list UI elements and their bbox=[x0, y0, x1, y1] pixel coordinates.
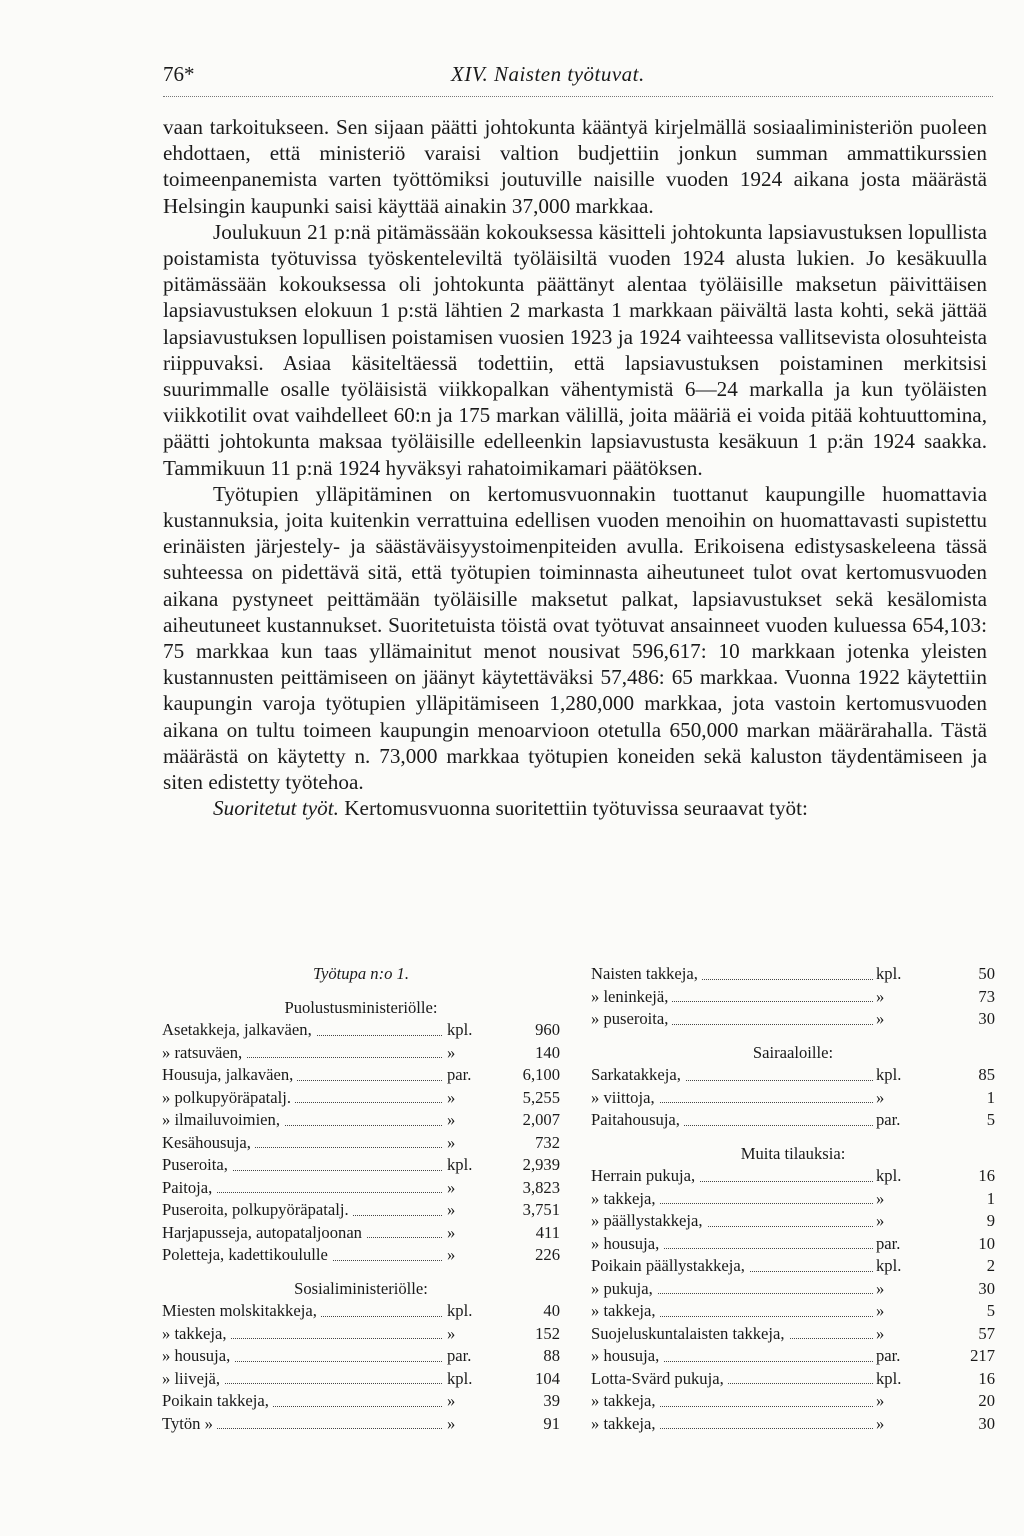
item-label: Tytön » bbox=[162, 1413, 217, 1436]
item-quantity: 57 bbox=[978, 1323, 995, 1343]
item-unit: kpl. bbox=[873, 963, 919, 986]
item-label: » polkupyöräpatalj. bbox=[162, 1087, 295, 1110]
item-unit: » bbox=[873, 1008, 919, 1031]
list-item bbox=[591, 1210, 995, 1233]
list-hospitals bbox=[591, 1064, 995, 1132]
item-label: Sarkatakkeja, bbox=[591, 1064, 685, 1087]
item-unit: » bbox=[873, 1300, 919, 1323]
list-item bbox=[591, 1188, 995, 1211]
list-item bbox=[162, 1154, 560, 1177]
item-quantity: 5 bbox=[986, 1301, 995, 1320]
dot-leader bbox=[202, 1361, 442, 1362]
item-quantity: 30 bbox=[978, 1413, 995, 1433]
paragraph-2: Joulukuun 21 p:nä pitämässään kokouksessa käsitteli johtokunta lapsiavustuksen lopullista poistamista työtuvissa työskenteleviltä työläisiltä vuoden 1924 alusta lukien. Jo kesäkuulla pitämässään kokouksessa oli johtokunta päättänyt alentaa työläisille maksetun päivittäisen lapsiavustuksen elokuun 1 p:stä lähtien 2 markasta 1 markkaan päivältä lasta kohti, sekä jättää lapsiavustuksen lopullisen poistamisen vuosien 1923 ja 1924 vaihteessa vallitsevista olosuhteista riippuvaksi. Asiaa käsiteltäessä todettiin, että lapsiavustuksen poistaminen merkitsisi suurimmalle osalle työläisistä viikkopalkan vähentymistä 6—24 markalla ja kun työläisten viikkotilit ovat vaihdelleet 60:n ja 175 markan välillä, joita määriä ei voida pitää kohtuuttomina, päätti johtokunta maksaa työläisille edelleenkin lapsiavustusta kesäkuun 1 p:än 1924 saakka. Tammikuun 11 p:nä 1924 hyväksyi rahatoimikamari päätöksen. bbox=[163, 219, 987, 480]
item-label: Suojeluskuntalaisten takkeja, bbox=[591, 1323, 789, 1346]
item-quantity: 6,100 bbox=[522, 1065, 560, 1084]
item-label: » housuja, bbox=[591, 1233, 663, 1256]
list-item bbox=[591, 986, 995, 1009]
item-label: » takkeja, bbox=[591, 1390, 660, 1413]
dot-leader bbox=[202, 1428, 442, 1429]
chapter-title: XIV. Naisten työtuvat. bbox=[451, 62, 645, 86]
list-item bbox=[591, 1278, 995, 1301]
dot-leader bbox=[631, 1248, 879, 1249]
dot-leader bbox=[631, 1406, 879, 1407]
item-label: » ratsuväen, bbox=[162, 1042, 246, 1065]
list-item bbox=[162, 1390, 560, 1413]
item-label: Miesten molskitakkeja, bbox=[162, 1300, 321, 1323]
item-unit: » bbox=[873, 1210, 919, 1233]
page-header bbox=[163, 56, 993, 92]
item-label: Paitoja, bbox=[162, 1177, 216, 1200]
paragraph-1: vaan tarkoitukseen. Sen sijaan päätti johtokunta kääntyä kirjelmällä sosiaaliministeriön puoleen ehdottaen, että ministeriö varaisi valtion budjettiin jonkun summan ammattikurssien toimeenpanemista varten työttömiksi joutuville naisille vuoden 1924 aikana josta määrästä Helsingin kaupunki saisi käyttää ainakin 37,000 markkaa. bbox=[163, 115, 987, 218]
dot-leader bbox=[631, 1203, 879, 1204]
list-item bbox=[591, 1345, 995, 1368]
item-quantity: 2 bbox=[986, 1256, 995, 1275]
list-item bbox=[591, 1413, 995, 1436]
item-quantity: 217 bbox=[970, 1346, 995, 1365]
item-quantity: 5,255 bbox=[522, 1087, 560, 1107]
item-label: » takkeja, bbox=[591, 1188, 660, 1211]
dot-leader bbox=[202, 1192, 442, 1193]
item-label: Harjapusseja, autopataljoonan bbox=[162, 1222, 366, 1245]
list-item bbox=[591, 1368, 995, 1391]
item-unit: kpl. bbox=[873, 1255, 919, 1278]
item-label: Puseroita, bbox=[162, 1154, 232, 1177]
item-unit: » bbox=[444, 1042, 490, 1065]
item-unit: » bbox=[444, 1413, 490, 1436]
item-label: Herrain pukuja, bbox=[591, 1165, 699, 1188]
item-label: » takkeja, bbox=[162, 1323, 231, 1346]
item-label: » liivejä, bbox=[162, 1368, 224, 1391]
item-label: Poikain päällystakkeja, bbox=[591, 1255, 749, 1278]
item-unit: » bbox=[444, 1323, 490, 1346]
body-text bbox=[163, 114, 987, 821]
dot-leader bbox=[631, 1361, 879, 1362]
item-unit: kpl. bbox=[873, 1368, 919, 1391]
item-unit: » bbox=[444, 1222, 490, 1245]
item-unit: » bbox=[873, 986, 919, 1009]
list-item bbox=[162, 1368, 560, 1391]
item-unit: » bbox=[873, 1188, 919, 1211]
item-quantity: 3,823 bbox=[522, 1177, 560, 1197]
item-label: Naisten takkeja, bbox=[591, 963, 702, 986]
item-label: Asetakkeja, jalkaväen, bbox=[162, 1019, 316, 1042]
list-item bbox=[162, 1087, 560, 1110]
list-item bbox=[591, 1064, 995, 1087]
list-item bbox=[591, 1233, 995, 1256]
dot-leader bbox=[631, 1102, 879, 1103]
list-item bbox=[162, 1222, 560, 1245]
item-label: » viittoja, bbox=[591, 1087, 659, 1110]
item-quantity: 73 bbox=[978, 986, 995, 1006]
item-unit: kpl. bbox=[444, 1300, 490, 1323]
workshop-heading: Työtupa n:o 1. bbox=[312, 964, 410, 983]
list-item bbox=[162, 1132, 560, 1155]
list-item bbox=[162, 1413, 560, 1436]
item-quantity: 226 bbox=[535, 1245, 560, 1264]
item-quantity: 152 bbox=[535, 1323, 560, 1343]
list-item bbox=[162, 1345, 560, 1368]
item-label: » päällystakkeja, bbox=[591, 1210, 707, 1233]
list-item bbox=[591, 1165, 995, 1188]
item-label: » housuja, bbox=[591, 1345, 663, 1368]
item-label: Poletteja, kadettikoululle bbox=[162, 1244, 332, 1267]
list-social-ministry bbox=[162, 1300, 560, 1435]
dot-leader bbox=[631, 1428, 879, 1429]
item-quantity: 1 bbox=[986, 1087, 995, 1107]
item-unit: kpl. bbox=[444, 1019, 490, 1042]
work-list-left-column bbox=[162, 963, 560, 1435]
dot-leader bbox=[202, 1383, 442, 1384]
item-label: » ilmailuvoimien, bbox=[162, 1109, 284, 1132]
paragraph-3: Työtupien ylläpitäminen on kertomusvuonnakin tuottanut kaupungille huomattavia kustannuksia, joita kuitenkin verrattuina edellisen vuoden menoihin on huomattavasti supistettu erinäisten järjestely- ja säästäväisyystoimenpiteiden avulla. Erikoisena edistysaskeleena tässä suhteessa on pidettävä sitä, että työtupien toiminnasta aiheutuneet tulot ovat kertomusvuoden aikana pystyneet peittämään työläisille maksetut palkat, lapsiavustukset sekä kesälomista aiheutuneet kustannukset. Suoritetuista töistä ovat työtuvat ansainneet vuoden kuluessa 654,103: 75 markkaa kun taas yllämainitut menot nousivat 596,617: 10 markkaan jotenka yleisten kustannusten peittämiseen on jäänyt käytettäväksi 57,486: 65 markkaa. Vuonna 1922 käytettiin kaupungin varoja työtupien ylläpitämiseen 1,280,000 markkaa, jota vastoin kertomusvuoden aikana on tultu toimeen kaupungin menoarvioon otetulla 650,000 markan määrärahalla. Tästä määrästä on käytetty n. 73,000 markkaa työtupien koneiden sekä kaluston täydentämiseen ja siten edistetty työtehoa. bbox=[163, 481, 987, 795]
item-unit: » bbox=[444, 1109, 490, 1132]
item-quantity: 104 bbox=[535, 1368, 560, 1388]
item-unit: » bbox=[873, 1413, 919, 1436]
item-unit: par. bbox=[444, 1064, 490, 1087]
item-label: Paitahousuja, bbox=[591, 1109, 684, 1132]
item-unit: kpl. bbox=[873, 1064, 919, 1087]
section-title-hospitals: Sairaaloille: bbox=[752, 1042, 834, 1062]
item-unit: » bbox=[873, 1087, 919, 1110]
list-item bbox=[591, 1255, 995, 1278]
item-unit: kpl. bbox=[873, 1165, 919, 1188]
item-unit: par. bbox=[873, 1109, 919, 1132]
list-item bbox=[591, 1390, 995, 1413]
list-item bbox=[162, 1244, 560, 1267]
item-quantity: 91 bbox=[543, 1413, 560, 1433]
item-unit: » bbox=[873, 1390, 919, 1413]
dot-leader bbox=[631, 1316, 879, 1317]
list-item bbox=[162, 1109, 560, 1132]
item-label: » pukuja, bbox=[591, 1278, 657, 1301]
item-unit: » bbox=[444, 1390, 490, 1413]
list-item bbox=[162, 1177, 560, 1200]
list-other-orders bbox=[591, 1165, 995, 1435]
page-number: 76* bbox=[163, 62, 195, 86]
list-item bbox=[591, 1087, 995, 1110]
item-label: » housuja, bbox=[162, 1345, 234, 1368]
item-unit: par. bbox=[873, 1345, 919, 1368]
item-quantity: 16 bbox=[978, 1166, 995, 1185]
section-title-defence-ministry: Puolustusministeriölle: bbox=[284, 997, 438, 1017]
item-quantity: 411 bbox=[535, 1222, 560, 1242]
item-label: Housuja, jalkaväen, bbox=[162, 1064, 297, 1087]
item-label: » leninkejä, bbox=[591, 986, 672, 1009]
item-quantity: 40 bbox=[543, 1301, 560, 1320]
item-quantity: 5 bbox=[986, 1110, 995, 1129]
dot-leader bbox=[202, 1338, 442, 1339]
item-quantity: 3,751 bbox=[522, 1200, 560, 1219]
dot-leader bbox=[631, 1293, 879, 1294]
dot-leader bbox=[202, 1170, 442, 1171]
item-quantity: 2,939 bbox=[522, 1155, 560, 1174]
item-quantity: 9 bbox=[986, 1211, 995, 1230]
item-label: Puseroita, polkupyöräpatalj. bbox=[162, 1199, 353, 1222]
work-list-right-column bbox=[591, 963, 995, 1435]
item-label: Poikain takkeja, bbox=[162, 1390, 273, 1413]
list-item bbox=[162, 1064, 560, 1087]
section-title-other-orders: Muita tilauksia: bbox=[740, 1143, 846, 1163]
section-label-completed-work: Suoritetut työt. bbox=[213, 796, 339, 821]
item-unit: » bbox=[873, 1278, 919, 1301]
item-unit: » bbox=[444, 1177, 490, 1200]
item-label: » takkeja, bbox=[591, 1300, 660, 1323]
list-defence-ministry bbox=[162, 1019, 560, 1267]
item-quantity: 1 bbox=[986, 1188, 995, 1208]
item-quantity: 30 bbox=[978, 1278, 995, 1298]
item-unit: » bbox=[444, 1087, 490, 1110]
list-item bbox=[162, 1300, 560, 1323]
list-item bbox=[591, 1008, 995, 1031]
list-item bbox=[162, 1323, 560, 1346]
item-quantity: 50 bbox=[978, 964, 995, 983]
list-item bbox=[591, 1109, 995, 1132]
list-item bbox=[162, 1042, 560, 1065]
item-quantity: 960 bbox=[535, 1020, 560, 1039]
item-unit: kpl. bbox=[444, 1154, 490, 1177]
item-label: Lotta-Svärd pukuja, bbox=[591, 1368, 728, 1391]
item-quantity: 16 bbox=[978, 1368, 995, 1388]
list-item bbox=[591, 1323, 995, 1346]
header-divider bbox=[163, 96, 993, 97]
item-quantity: 140 bbox=[535, 1042, 560, 1062]
list-item bbox=[591, 1300, 995, 1323]
list-item bbox=[591, 963, 995, 986]
item-unit: » bbox=[444, 1199, 490, 1222]
item-quantity: 10 bbox=[978, 1233, 995, 1253]
item-quantity: 39 bbox=[543, 1391, 560, 1410]
item-label: » puseroita, bbox=[591, 1008, 672, 1031]
item-unit: kpl. bbox=[444, 1368, 490, 1391]
item-unit: par. bbox=[444, 1345, 490, 1368]
item-label: Kesähousuja, bbox=[162, 1132, 255, 1155]
item-quantity: 30 bbox=[978, 1009, 995, 1028]
section-intro-text: Kertomusvuonna suoritettiin työtuvissa seuraavat työt: bbox=[344, 796, 808, 821]
item-quantity: 85 bbox=[978, 1065, 995, 1084]
item-quantity: 88 bbox=[543, 1346, 560, 1365]
item-unit: par. bbox=[873, 1233, 919, 1256]
paragraph-4 bbox=[163, 795, 987, 821]
item-unit: » bbox=[873, 1323, 919, 1346]
list-item bbox=[162, 1019, 560, 1042]
item-unit: » bbox=[444, 1132, 490, 1155]
item-label: » takkeja, bbox=[591, 1413, 660, 1436]
section-title-social-ministry: Sosialiministeriölle: bbox=[294, 1278, 428, 1298]
item-quantity: 20 bbox=[978, 1391, 995, 1410]
item-quantity: 732 bbox=[535, 1132, 560, 1152]
list-item bbox=[162, 1199, 560, 1222]
item-quantity: 2,007 bbox=[522, 1110, 560, 1129]
list-womens-garments bbox=[591, 963, 995, 1031]
item-unit: » bbox=[444, 1244, 490, 1267]
